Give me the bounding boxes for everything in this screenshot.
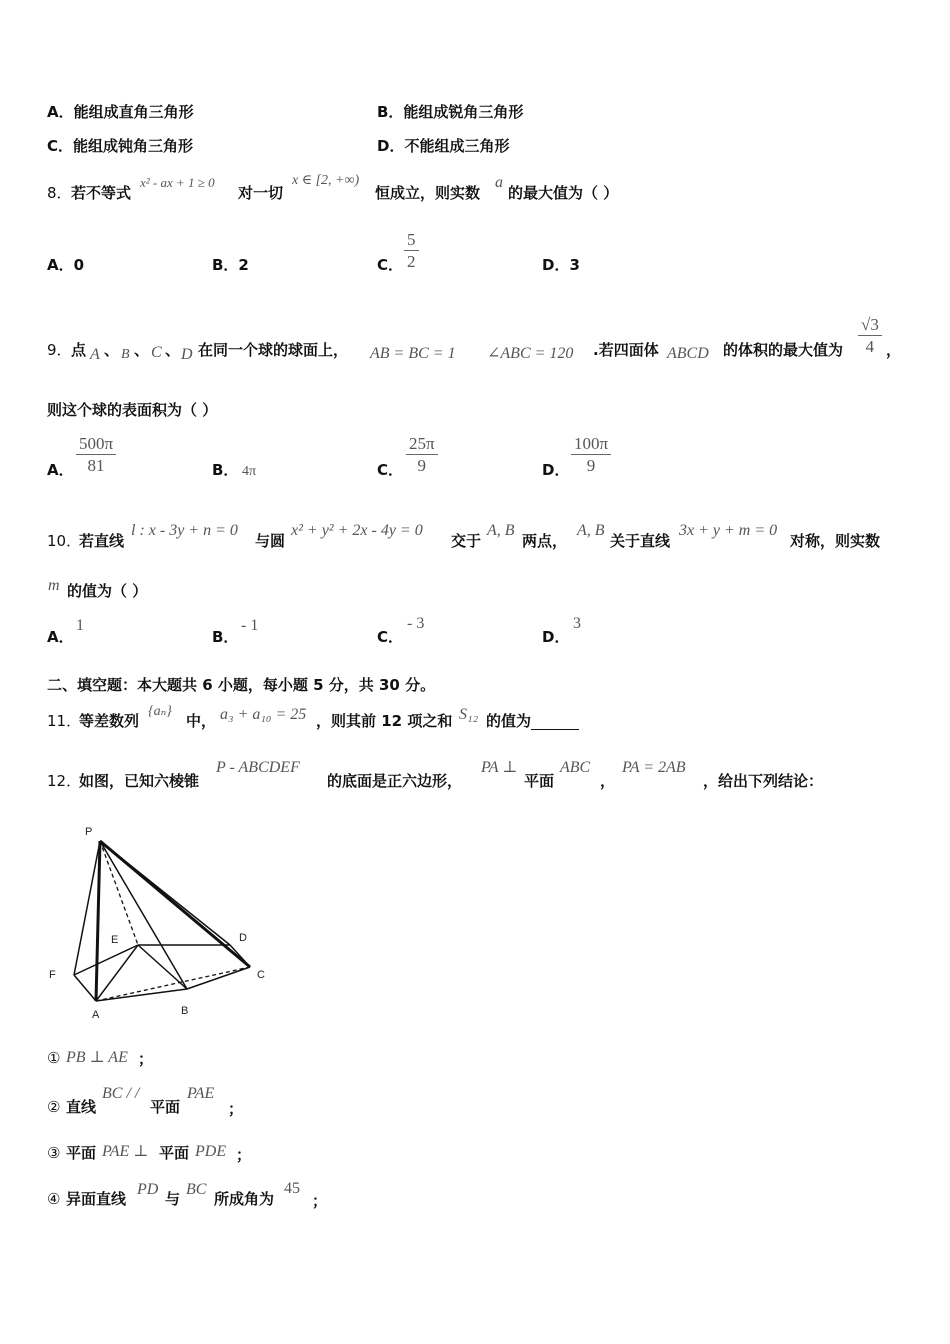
q9-option-d-label: D． bbox=[542, 461, 570, 479]
fraction-numerator: 25π bbox=[409, 434, 435, 453]
label-a: A bbox=[92, 1009, 100, 1021]
q7-option-b: B．能组成锐角三角形 bbox=[377, 103, 524, 121]
q10-math-line: l : x - 3y + n = 0 bbox=[131, 522, 238, 539]
label-p: P bbox=[85, 826, 93, 838]
q11-math-sequence: {aₙ} bbox=[148, 704, 172, 719]
q8-math-inequality: x² - ax + 1 ≥ 0 bbox=[140, 175, 215, 190]
q10-option-c-value: - 3 bbox=[407, 615, 425, 632]
edge-bc bbox=[187, 967, 250, 989]
q10-math-symmetry-line: 3x + y + m = 0 bbox=[679, 522, 778, 539]
conclusion-1-marker: ① bbox=[47, 1049, 61, 1067]
conclusion-4-text-3: 所成角为 bbox=[214, 1190, 275, 1208]
conclusion-2-text-2: 平面 bbox=[150, 1098, 181, 1116]
q10-option-a-value: 1 bbox=[76, 617, 84, 634]
q12-math-abc: ABC bbox=[560, 759, 591, 776]
diagonal-ac-hidden bbox=[96, 967, 250, 1001]
fraction-denominator: 2 bbox=[407, 252, 416, 271]
q10-text-7: 的值为（ ） bbox=[67, 582, 148, 600]
q11-number: 11． bbox=[47, 712, 82, 730]
conclusion-1-end: ； bbox=[138, 1050, 154, 1068]
edge-fa bbox=[74, 975, 96, 1001]
q9-text-2: 在同一个球的球面上， bbox=[198, 341, 349, 359]
q8-option-c-fraction bbox=[404, 230, 419, 273]
conclusion-4-text-1: 异面直线 bbox=[66, 1190, 127, 1208]
q12-text-3: 平面 bbox=[524, 772, 555, 790]
q10-math-circle: x² + y² + 2x - 4y = 0 bbox=[291, 522, 423, 539]
conclusion-4-math-1: PD bbox=[137, 1181, 159, 1198]
q11-text-1: 等差数列 bbox=[79, 712, 140, 730]
fraction-numerator: 500π bbox=[79, 434, 114, 453]
q10-text-6: 对称，则实数 bbox=[790, 532, 881, 550]
q11-text-2: 中， bbox=[186, 712, 217, 730]
conclusion-2-text-1: 直线 bbox=[66, 1098, 97, 1116]
conclusion-4-math-2: BC bbox=[186, 1181, 207, 1198]
q8-text-1: 若不等式 bbox=[71, 184, 132, 202]
section-2-heading: 二、填空题：本大题共 6 小题，每小题 5 分，共 30 分。 bbox=[47, 676, 436, 694]
conclusion-4-end: ； bbox=[312, 1192, 328, 1210]
label-b: B bbox=[181, 1005, 189, 1017]
conclusion-3-math-2: PDE bbox=[195, 1143, 227, 1160]
q12-number: 12． bbox=[47, 772, 82, 790]
q12-math-pa-perp: PA ⊥ bbox=[481, 759, 518, 776]
edge-pd bbox=[100, 841, 230, 945]
q10-text-5: 关于直线 bbox=[610, 532, 671, 550]
q10-option-b-value: - 1 bbox=[241, 617, 259, 634]
q10-option-b-label: B． bbox=[212, 628, 239, 646]
q9-text-1: 点 bbox=[71, 341, 87, 359]
q12-text-5: ，给出下列结论： bbox=[703, 772, 824, 790]
q8-math-a: a bbox=[495, 174, 503, 191]
q9-math-abcd: ABCD bbox=[667, 345, 709, 362]
q12-text-4: ， bbox=[600, 772, 616, 790]
q10-text-3: 交于 bbox=[451, 532, 482, 550]
q9-volume-fraction bbox=[858, 315, 882, 358]
q12-math-pyramid: P - ABCDEF bbox=[216, 759, 300, 776]
q8-option-b: B．2 bbox=[212, 256, 249, 274]
q11-math-condition: a₃ + a₁₀ = 25 bbox=[220, 706, 307, 723]
q10-option-d-label: D． bbox=[542, 628, 570, 646]
q11-math-sum: S₁₂ bbox=[459, 706, 479, 723]
q10-math-ab-2: A, B bbox=[577, 522, 605, 539]
q9-point-a: A bbox=[90, 346, 100, 363]
conclusion-3-text-1: 平面 bbox=[66, 1144, 97, 1162]
q10-math-ab-1: A, B bbox=[487, 522, 515, 539]
q9-option-c-label: C． bbox=[377, 461, 404, 479]
edge-pb bbox=[100, 841, 187, 989]
label-d: D bbox=[239, 932, 247, 944]
edge-pa bbox=[96, 841, 100, 1001]
q9-option-a-fraction bbox=[76, 434, 116, 477]
q11-answer-blank[interactable] bbox=[531, 715, 579, 730]
q9-option-c-fraction bbox=[406, 434, 438, 477]
fraction-numerator: √3 bbox=[861, 315, 879, 334]
conclusion-3-end: ； bbox=[236, 1146, 252, 1164]
label-f: F bbox=[49, 969, 56, 981]
conclusion-1-math: PB ⊥ AE bbox=[66, 1049, 128, 1066]
q9-comma: ， bbox=[886, 341, 902, 359]
conclusion-2-math-2: PAE bbox=[187, 1085, 215, 1102]
fraction-denominator: 81 bbox=[87, 456, 105, 475]
q8-text-3: 恒成立，则实数 bbox=[375, 184, 481, 202]
hexagonal-pyramid-figure bbox=[40, 815, 280, 1030]
q7-option-c: C．能组成钝角三角形 bbox=[47, 137, 194, 155]
q10-text-2: 与圆 bbox=[255, 532, 286, 550]
fraction-denominator: 4 bbox=[865, 337, 875, 356]
q9-math-angle: ∠ABC = 120 bbox=[487, 345, 574, 362]
q9-text-line-2: 则这个球的表面积为（ ） bbox=[47, 401, 218, 419]
q9-sep-3: 、 bbox=[165, 341, 181, 359]
conclusion-3-math-1: PAE ⊥ bbox=[102, 1143, 149, 1160]
fraction-numerator: 100π bbox=[574, 434, 609, 453]
q9-option-d-fraction bbox=[571, 434, 611, 477]
edge-ef bbox=[74, 945, 138, 975]
conclusion-2-end: ； bbox=[228, 1100, 244, 1118]
q9-point-d: D bbox=[181, 346, 193, 363]
q9-point-b: B bbox=[121, 347, 130, 362]
conclusion-2-math-1: BC / / bbox=[102, 1085, 140, 1102]
conclusion-2-marker: ② bbox=[47, 1098, 61, 1116]
fraction-numerator: 5 bbox=[407, 230, 416, 249]
q10-option-a-label: A． bbox=[47, 628, 74, 646]
q12-text-2: 的底面是正六边形， bbox=[327, 772, 463, 790]
label-e: E bbox=[111, 934, 119, 946]
q8-text-2: 对一切 bbox=[238, 184, 284, 202]
conclusion-4-text-2: 与 bbox=[165, 1190, 181, 1208]
conclusion-4-math-3: 45 bbox=[284, 1180, 300, 1197]
q8-option-d: D．3 bbox=[542, 256, 580, 274]
q9-math-ab-bc: AB = BC = 1 bbox=[370, 345, 456, 362]
q10-math-m: m bbox=[48, 577, 60, 594]
q10-text-4: 两点， bbox=[522, 532, 568, 550]
q9-text-4: 的体积的最大值为 bbox=[723, 341, 844, 359]
q8-option-c-label: C． bbox=[377, 256, 404, 274]
q11-text-4-label: 的值为 bbox=[486, 712, 532, 730]
edge-cd bbox=[230, 945, 250, 967]
q12-text-1: 如图，已知六棱锥 bbox=[79, 772, 200, 790]
fraction-denominator: 9 bbox=[417, 456, 427, 475]
conclusion-3-text-2: 平面 bbox=[159, 1144, 190, 1162]
q10-text-1: 若直线 bbox=[79, 532, 125, 550]
fraction-denominator: 9 bbox=[586, 456, 596, 475]
q9-number: 9． bbox=[47, 341, 72, 359]
q7-option-a: A．能组成直角三角形 bbox=[47, 103, 194, 121]
q9-text-3: .若四面体 bbox=[593, 341, 659, 359]
q8-option-a: A．0 bbox=[47, 256, 85, 274]
q9-option-b-value: 4π bbox=[242, 464, 257, 479]
conclusion-3-marker: ③ bbox=[47, 1144, 61, 1162]
q8-number: 8． bbox=[47, 184, 72, 202]
q10-option-d-value: 3 bbox=[573, 615, 581, 632]
q9-point-c: C bbox=[151, 344, 162, 361]
q9-option-a-label: A． bbox=[47, 461, 74, 479]
q9-sep-1: 、 bbox=[104, 341, 120, 359]
q10-option-c-label: C． bbox=[377, 628, 404, 646]
edge-ab bbox=[96, 989, 187, 1001]
label-c: C bbox=[257, 969, 265, 981]
q7-option-d: D．不能组成三角形 bbox=[377, 137, 510, 155]
q9-option-b-label: B． bbox=[212, 461, 239, 479]
conclusion-4-marker: ④ bbox=[47, 1190, 61, 1208]
q12-math-pa-length: PA = 2AB bbox=[622, 759, 686, 776]
q11-text-4 bbox=[486, 712, 579, 730]
q9-sep-2: 、 bbox=[134, 341, 150, 359]
q11-text-3: ，则其前 12 项之和 bbox=[316, 712, 453, 730]
q8-math-domain: x ∈ [2, +∞) bbox=[292, 173, 360, 188]
q8-text-4: 的最大值为（ ） bbox=[508, 184, 619, 202]
q10-number: 10． bbox=[47, 532, 82, 550]
